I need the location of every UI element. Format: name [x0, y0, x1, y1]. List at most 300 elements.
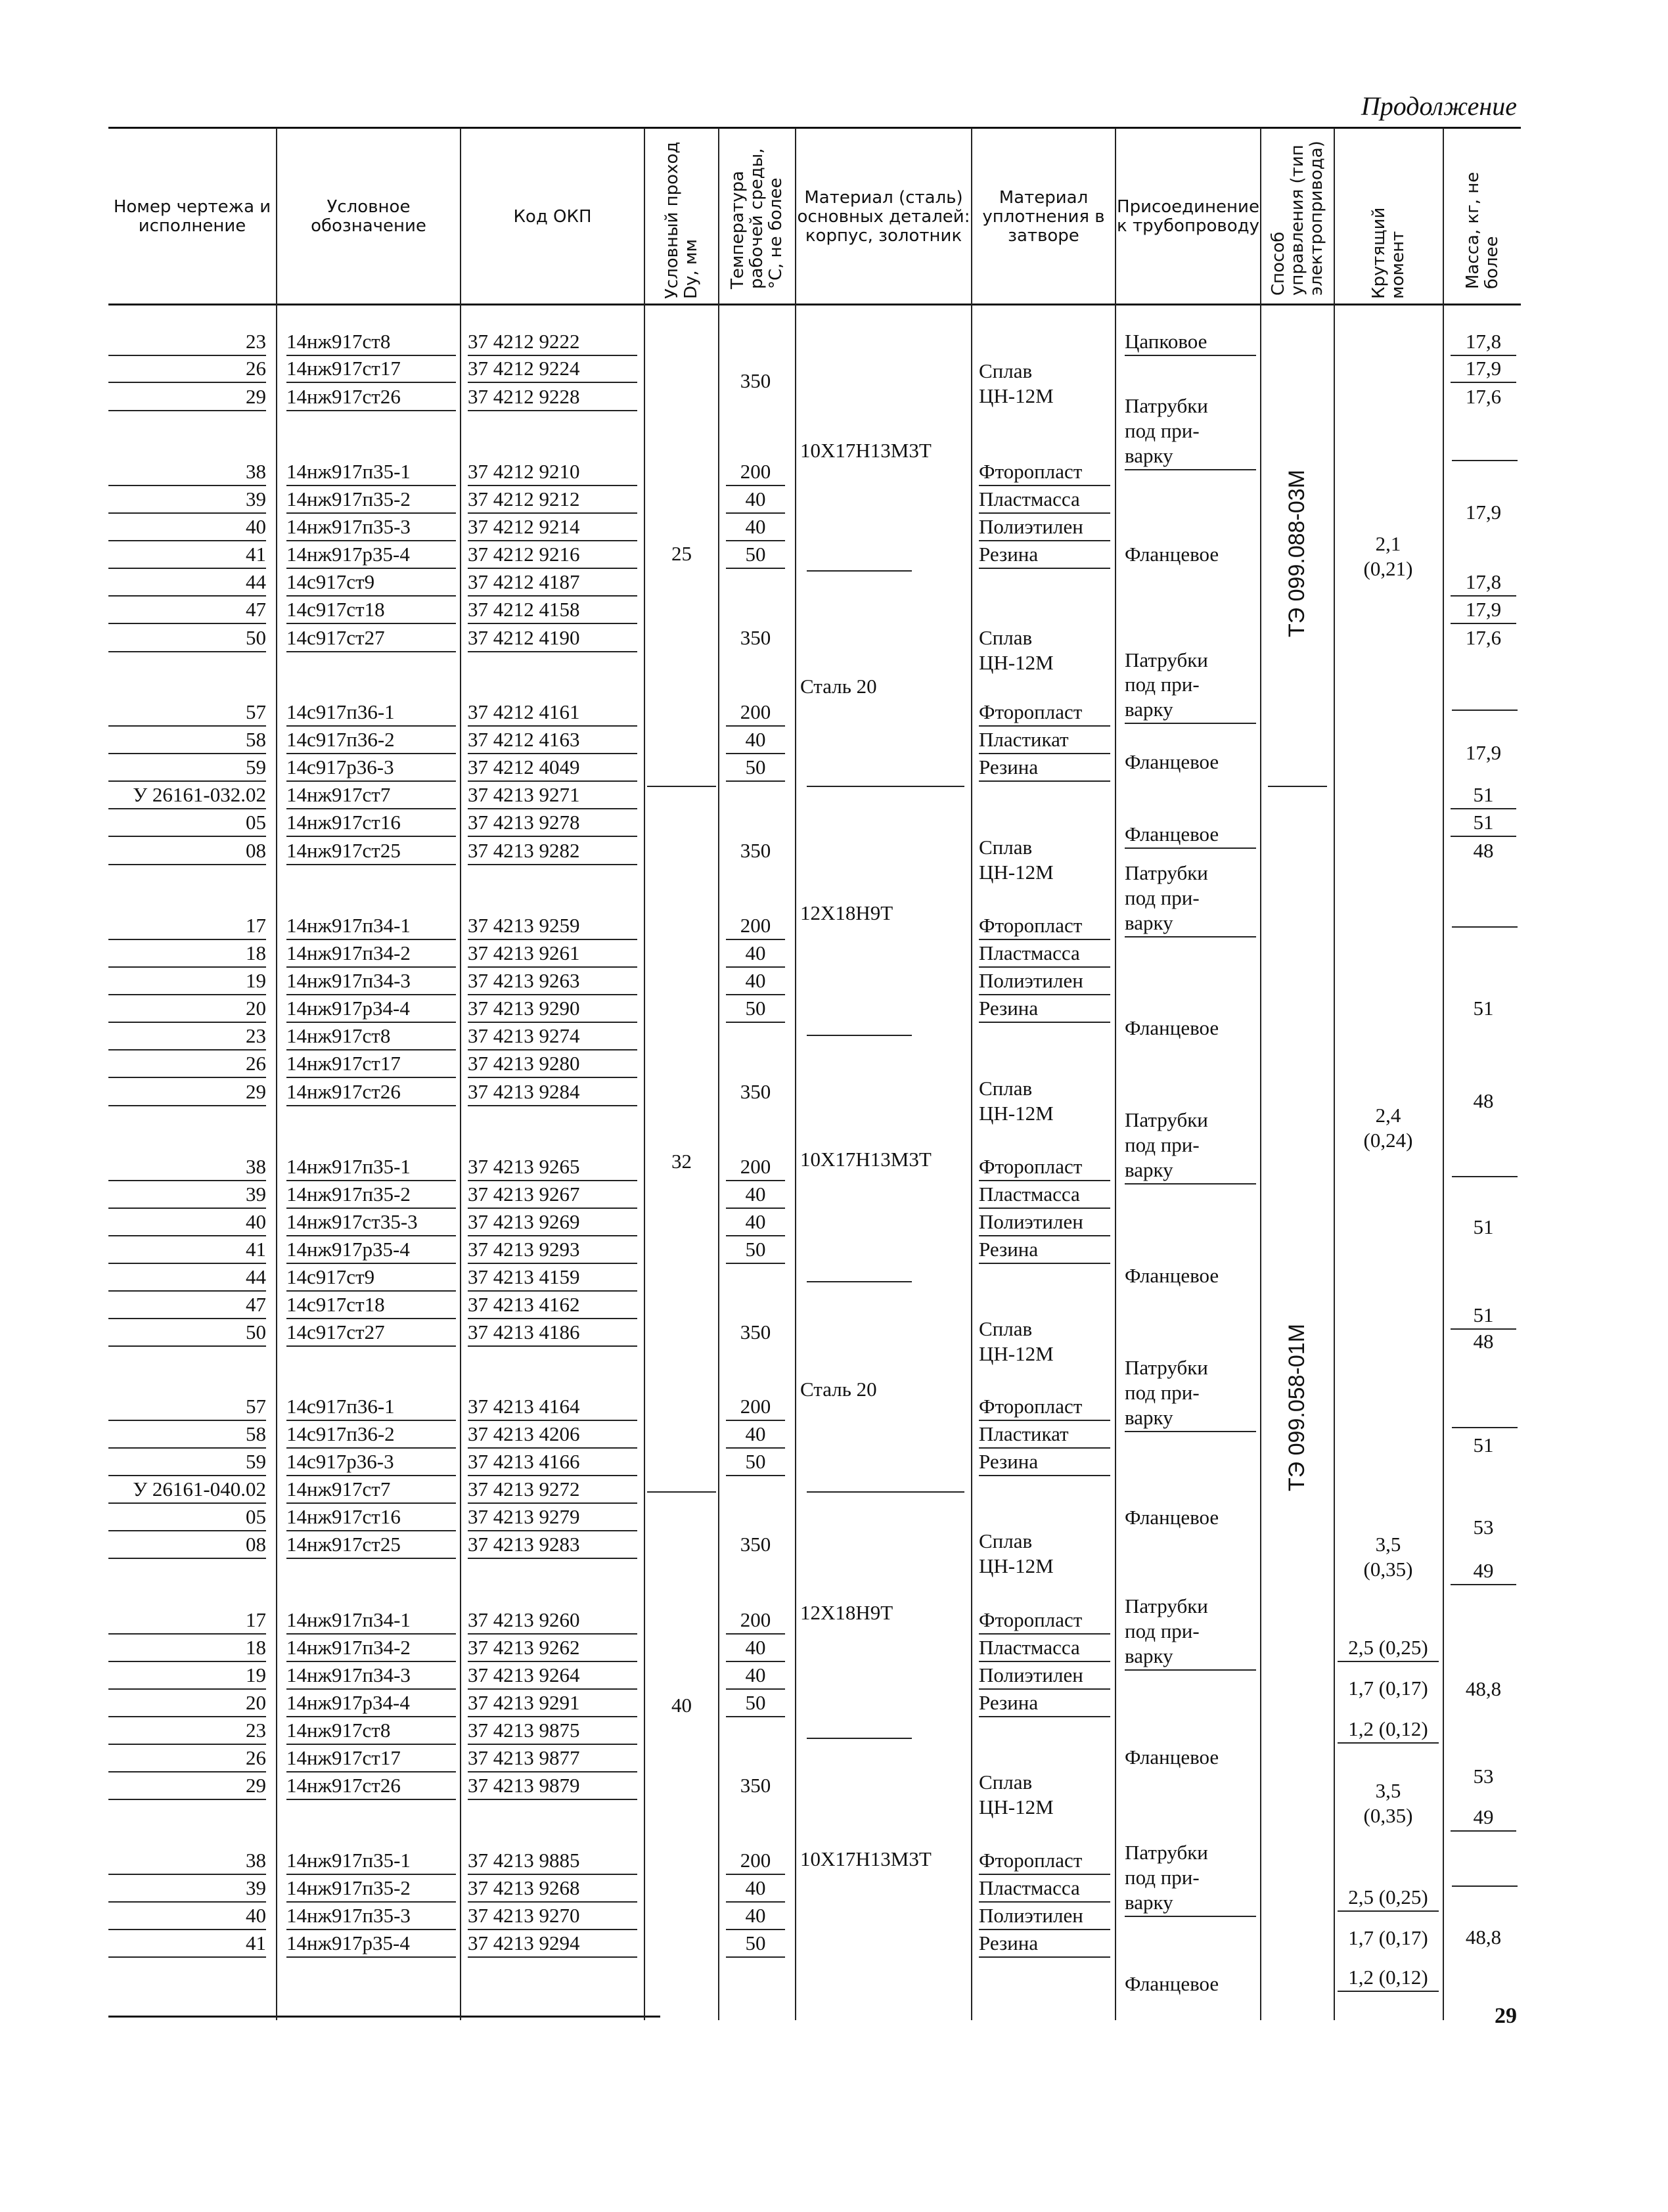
- okp-code: 37 4212 9222: [468, 328, 637, 356]
- header-dn: Условный проход Dy, мм: [662, 141, 701, 299]
- connection-type: варку: [1125, 1405, 1256, 1432]
- seal-material: Резина: [979, 1449, 1110, 1476]
- seal-material: Пластмасса: [979, 940, 1110, 968]
- connection-type: варку: [1125, 696, 1256, 724]
- mass-value: 17,9: [1465, 501, 1502, 524]
- mass-value: 53: [1473, 1516, 1494, 1539]
- temperature-value: 200: [726, 1393, 785, 1421]
- dn-value: 40: [671, 1694, 692, 1717]
- connection-type: Фланцевое: [1125, 543, 1219, 566]
- torque-value: 2,5 (0,25): [1338, 1635, 1439, 1662]
- drawing-number: 19: [108, 1662, 266, 1690]
- connection-type: Патрубки: [1125, 861, 1208, 884]
- seal-material: Пластикат: [979, 727, 1110, 754]
- okp-code: 37 4213 9265: [468, 1154, 637, 1181]
- okp-code: 37 4212 4190: [468, 625, 637, 652]
- temperature-value: 40: [726, 727, 785, 754]
- temperature-value: 40: [726, 514, 785, 541]
- torque-value: 1,2 (0,12): [1338, 1716, 1439, 1744]
- mass-value: 48: [1473, 839, 1494, 862]
- mass-value: 51: [1451, 1302, 1516, 1330]
- mass-value: 17,9: [1465, 741, 1502, 764]
- temperature-value: 50: [726, 754, 785, 782]
- seal-material: Сплав: [979, 1317, 1033, 1340]
- connection-type: Патрубки: [1125, 1841, 1208, 1864]
- header-seal: Материал уплотнения в затворе: [982, 187, 1105, 246]
- seal-material: ЦН-12М: [979, 1554, 1054, 1577]
- table-bottom-rule: [108, 2016, 660, 2018]
- temperature-value: 40: [726, 940, 785, 968]
- okp-code: 37 4213 9262: [468, 1635, 637, 1662]
- designation: 14нж917п35-3: [286, 514, 456, 541]
- designation: 14нж917п35-1: [286, 1154, 456, 1181]
- temperature-value: 40: [726, 1635, 785, 1662]
- header-torque: Крутящий момент: [1369, 207, 1408, 299]
- drawing-number: 23: [108, 1023, 266, 1050]
- drawing-number: 08: [108, 838, 266, 865]
- okp-code: 37 4213 4206: [468, 1421, 637, 1449]
- torque-value: 1,2 (0,12): [1338, 1964, 1439, 1992]
- header-temp: Температура рабочей среды, °C, не более: [728, 148, 786, 289]
- connection-type: Фланцевое: [1125, 1016, 1219, 1039]
- okp-code: 37 4213 9261: [468, 940, 637, 968]
- temperature-value: 350: [740, 1080, 771, 1103]
- okp-code: 37 4213 9260: [468, 1607, 637, 1635]
- designation: 14нж917р34-4: [286, 1690, 456, 1717]
- temperature-value: 40: [726, 1875, 785, 1903]
- okp-code: 37 4213 9264: [468, 1662, 637, 1690]
- temperature-value: 200: [726, 1154, 785, 1181]
- connection-type: варку: [1125, 1157, 1256, 1185]
- actuator-type: ТЭ 099.088-03М: [1284, 469, 1309, 637]
- drawing-number: 05: [108, 1504, 266, 1531]
- header-top-rule: [108, 127, 1521, 129]
- connection-type: варку: [1125, 910, 1256, 937]
- drawing-number: 20: [108, 1690, 266, 1717]
- temperature-value: 350: [740, 1774, 771, 1797]
- drawing-number: 20: [108, 995, 266, 1023]
- connection-type: варку: [1125, 1889, 1256, 1917]
- designation: 14нж917ст16: [286, 1504, 456, 1531]
- seal-material: Сплав: [979, 836, 1033, 859]
- connection-type: Фланцевое: [1125, 821, 1256, 849]
- seal-material: Фторопласт: [979, 913, 1110, 940]
- mass-value: 17,9: [1451, 355, 1516, 383]
- designation: 14нж917ст8: [286, 328, 456, 356]
- seal-material: Резина: [979, 1236, 1110, 1264]
- designation: 14нж917п34-3: [286, 1662, 456, 1690]
- drawing-number: 47: [108, 1292, 266, 1319]
- okp-code: 37 4213 9885: [468, 1847, 637, 1875]
- drawing-number: 29: [108, 384, 266, 411]
- connection-type: под при-: [1125, 1133, 1200, 1156]
- page-number: 29: [1495, 2004, 1517, 2028]
- okp-code: 37 4213 9271: [468, 782, 637, 809]
- okp-code: 37 4213 9270: [468, 1903, 637, 1930]
- okp-code: 37 4213 9274: [468, 1023, 637, 1050]
- designation: 14нж917ст16: [286, 809, 456, 837]
- designation: 14нж917ст17: [286, 355, 456, 383]
- seal-material: Резина: [979, 1930, 1110, 1958]
- designation: 14нж917ст26: [286, 1772, 456, 1800]
- seal-material: ЦН-12М: [979, 1102, 1054, 1125]
- continuation-label: Продолжение: [1361, 91, 1517, 121]
- torque-value: 1,7 (0,17): [1348, 1926, 1428, 1949]
- designation: 14нж917ст26: [286, 1079, 456, 1106]
- seal-material: Резина: [979, 1690, 1110, 1717]
- drawing-number: 44: [108, 1264, 266, 1292]
- temperature-value: 350: [740, 839, 771, 862]
- temperature-value: 40: [726, 1903, 785, 1930]
- temperature-value: 50: [726, 1449, 785, 1476]
- actuator-type: ТЭ 099.058-01М: [1284, 1323, 1309, 1491]
- drawing-number: 08: [108, 1531, 266, 1559]
- mass-value: 49: [1451, 1558, 1516, 1585]
- mass-value: 51: [1473, 1433, 1494, 1456]
- designation: 14нж917ст35-3: [286, 1209, 456, 1236]
- designation: 14с917п36-2: [286, 727, 456, 754]
- mass-value: 17,8: [1451, 328, 1516, 356]
- okp-code: 37 4212 9214: [468, 514, 637, 541]
- header-connection: Присоединение к трубопроводу: [1117, 197, 1259, 236]
- seal-material: ЦН-12М: [979, 1795, 1054, 1818]
- connection-type: Патрубки: [1125, 394, 1208, 417]
- drawing-number: 40: [108, 1209, 266, 1236]
- drawing-number: 29: [108, 1079, 266, 1106]
- temperature-value: 200: [726, 699, 785, 727]
- okp-code: 37 4213 9291: [468, 1690, 637, 1717]
- designation: 14нж917п34-3: [286, 968, 456, 995]
- drawing-number: 39: [108, 486, 266, 514]
- connection-type: Патрубки: [1125, 1356, 1208, 1379]
- designation: 14с917ст18: [286, 597, 456, 624]
- drawing-number: 57: [108, 699, 266, 727]
- material-text: 10Х17Н13М3Т: [800, 1148, 932, 1171]
- designation: 14с917п36-2: [286, 1421, 456, 1449]
- okp-code: 37 4212 4187: [468, 569, 637, 597]
- connection-type: Патрубки: [1125, 1594, 1208, 1617]
- seal-material: Сплав: [979, 1771, 1033, 1794]
- seal-material: Пластмасса: [979, 1875, 1110, 1903]
- designation: 14нж917ст17: [286, 1745, 456, 1772]
- mass-value: 48,8: [1465, 1677, 1502, 1700]
- torque-value: 2,1: [1375, 532, 1401, 555]
- designation: 14с917п36-1: [286, 1393, 456, 1421]
- drawing-number: 39: [108, 1875, 266, 1903]
- header-bottom-rule: [108, 304, 1521, 305]
- okp-code: 37 4213 9280: [468, 1050, 637, 1078]
- okp-code: 37 4213 9283: [468, 1531, 637, 1559]
- okp-code: 37 4213 9278: [468, 809, 637, 837]
- designation: 14с917ст27: [286, 1319, 456, 1347]
- designation: 14с917р36-3: [286, 754, 456, 782]
- okp-code: 37 4213 4166: [468, 1449, 637, 1476]
- connection-type: Фланцевое: [1125, 1746, 1219, 1769]
- drawing-number: 41: [108, 541, 266, 569]
- seal-material: Сплав: [979, 626, 1033, 649]
- connection-type: под при-: [1125, 419, 1200, 442]
- material-text: Сталь 20: [800, 675, 877, 698]
- okp-code: 37 4213 9279: [468, 1504, 637, 1531]
- mass-value: 49: [1451, 1804, 1516, 1832]
- designation: 14нж917п35-1: [286, 459, 456, 486]
- torque-value: 1,7 (0,17): [1348, 1677, 1428, 1700]
- temperature-value: 40: [726, 1209, 785, 1236]
- okp-code: 37 4212 9224: [468, 355, 637, 383]
- temperature-value: 50: [726, 1690, 785, 1717]
- okp-code: 37 4213 9875: [468, 1717, 637, 1745]
- connection-type: Патрубки: [1125, 1108, 1208, 1131]
- temperature-value: 350: [740, 626, 771, 649]
- material-text: 10Х17Н13М3Т: [800, 1847, 932, 1870]
- okp-code: 37 4212 4161: [468, 699, 637, 727]
- header-mass: Масса, кг, не более: [1462, 171, 1502, 289]
- seal-material: Резина: [979, 754, 1110, 782]
- designation: 14нж917ст8: [286, 1717, 456, 1745]
- seal-material: Сплав: [979, 359, 1033, 382]
- dn-value: 32: [671, 1150, 692, 1173]
- temperature-value: 200: [726, 913, 785, 940]
- drawing-number: 44: [108, 569, 266, 597]
- torque-value: (0,24): [1363, 1129, 1413, 1152]
- connection-type: под при-: [1125, 1619, 1200, 1642]
- seal-material: Полиэтилен: [979, 514, 1110, 541]
- okp-code: 37 4213 9284: [468, 1079, 637, 1106]
- okp-code: 37 4213 9290: [468, 995, 637, 1023]
- okp-code: 37 4213 9879: [468, 1772, 637, 1800]
- designation: 14нж917р34-4: [286, 995, 456, 1023]
- drawing-number: 40: [108, 1903, 266, 1930]
- seal-material: Сплав: [979, 1529, 1033, 1552]
- temperature-value: 350: [740, 1320, 771, 1343]
- seal-material: Полиэтилен: [979, 1209, 1110, 1236]
- temperature-value: 50: [726, 1236, 785, 1264]
- okp-code: 37 4213 4159: [468, 1264, 637, 1292]
- header-drawing: Номер чертежа и исполнение: [113, 197, 271, 236]
- header-control: Способ управления (тип электропривода): [1268, 141, 1326, 296]
- seal-material: Полиэтилен: [979, 1662, 1110, 1690]
- okp-code: 37 4213 9267: [468, 1181, 637, 1209]
- drawing-number: 57: [108, 1393, 266, 1421]
- torque-value: (0,35): [1363, 1804, 1413, 1827]
- seal-material: Полиэтилен: [979, 1903, 1110, 1930]
- okp-code: 37 4213 4186: [468, 1319, 637, 1347]
- designation: 14нж917п34-1: [286, 913, 456, 940]
- okp-code: 37 4212 4163: [468, 727, 637, 754]
- mass-value: 51: [1473, 997, 1494, 1020]
- header-material: Материал (сталь) основных деталей: корпус, золотник: [797, 187, 970, 246]
- designation: 14с917ст27: [286, 625, 456, 652]
- designation: 14нж917п35-1: [286, 1847, 456, 1875]
- okp-code: 37 4213 9294: [468, 1930, 637, 1958]
- connection-type: под при-: [1125, 1866, 1200, 1889]
- drawing-number: 38: [108, 1154, 266, 1181]
- temperature-value: 350: [740, 1533, 771, 1556]
- seal-material: Пластмасса: [979, 1181, 1110, 1209]
- temperature-value: 200: [726, 1847, 785, 1875]
- okp-code: 37 4213 4162: [468, 1292, 637, 1319]
- designation: 14нж917п34-2: [286, 1635, 456, 1662]
- mass-value: 17,6: [1465, 626, 1502, 649]
- drawing-number: 17: [108, 913, 266, 940]
- material-text: 12Х18Н9Т: [800, 901, 893, 924]
- drawing-number: У 26161-040.02: [108, 1476, 266, 1504]
- drawing-number: 23: [108, 328, 266, 356]
- seal-material: Пластикат: [979, 1421, 1110, 1449]
- okp-code: 37 4212 4158: [468, 597, 637, 624]
- drawing-number: 38: [108, 1847, 266, 1875]
- designation: 14нж917п34-2: [286, 940, 456, 968]
- seal-material: Фторопласт: [979, 459, 1110, 486]
- mass-value: 17,8: [1451, 569, 1516, 597]
- designation: 14нж917ст26: [286, 384, 456, 411]
- okp-code: 37 4213 4164: [468, 1393, 637, 1421]
- seal-material: Фторопласт: [979, 1847, 1110, 1875]
- drawing-number: У 26161-032.02: [108, 782, 266, 809]
- torque-value: (0,21): [1363, 557, 1413, 580]
- drawing-number: 19: [108, 968, 266, 995]
- material-text: Сталь 20: [800, 1378, 877, 1401]
- designation: 14нж917р35-4: [286, 1930, 456, 1958]
- seal-material: ЦН-12М: [979, 1342, 1054, 1365]
- drawing-number: 29: [108, 1772, 266, 1800]
- drawing-number: 26: [108, 1745, 266, 1772]
- designation: 14нж917ст17: [286, 1050, 456, 1078]
- drawing-number: 18: [108, 1635, 266, 1662]
- seal-material: ЦН-12М: [979, 651, 1054, 674]
- temperature-value: 40: [726, 486, 785, 514]
- okp-code: 37 4212 4049: [468, 754, 637, 782]
- seal-material: Пластмасса: [979, 1635, 1110, 1662]
- connection-type: Фланцевое: [1125, 1264, 1219, 1287]
- designation: 14нж917п35-3: [286, 1903, 456, 1930]
- designation: 14с917ст18: [286, 1292, 456, 1319]
- connection-type: под при-: [1125, 886, 1200, 909]
- mass-value: 17,6: [1465, 385, 1502, 408]
- temperature-value: 40: [726, 1662, 785, 1690]
- drawing-number: 23: [108, 1717, 266, 1745]
- connection-type: под при-: [1125, 1381, 1200, 1404]
- designation: 14нж917п35-2: [286, 1875, 456, 1903]
- drawing-number: 41: [108, 1930, 266, 1958]
- okp-code: 37 4213 9877: [468, 1745, 637, 1772]
- okp-code: 37 4213 9263: [468, 968, 637, 995]
- designation: 14с917ст9: [286, 1264, 456, 1292]
- temperature-value: 350: [740, 369, 771, 392]
- mass-value: 48: [1473, 1089, 1494, 1112]
- designation: 14нж917ст8: [286, 1023, 456, 1050]
- seal-material: Резина: [979, 995, 1110, 1023]
- okp-code: 37 4212 9212: [468, 486, 637, 514]
- temperature-value: 40: [726, 1421, 785, 1449]
- designation: 14нж917ст25: [286, 838, 456, 865]
- seal-material: Фторопласт: [979, 1393, 1110, 1421]
- drawing-number: 59: [108, 1449, 266, 1476]
- drawing-number: 26: [108, 1050, 266, 1078]
- drawing-number: 47: [108, 597, 266, 624]
- designation: 14нж917п35-2: [286, 1181, 456, 1209]
- drawing-number: 05: [108, 809, 266, 837]
- designation: 14нж917п34-1: [286, 1607, 456, 1635]
- mass-value: 51: [1451, 782, 1516, 809]
- temperature-value: 40: [726, 1181, 785, 1209]
- temperature-value: 200: [726, 459, 785, 486]
- connection-type: под при-: [1125, 673, 1200, 696]
- torque-value: 2,5 (0,25): [1338, 1884, 1439, 1912]
- torque-value: 2,4: [1375, 1104, 1401, 1127]
- drawing-number: 50: [108, 1319, 266, 1347]
- okp-code: 37 4213 9272: [468, 1476, 637, 1504]
- seal-material: ЦН-12М: [979, 384, 1054, 407]
- connection-type: Фланцевое: [1125, 1506, 1219, 1529]
- header-designation: Условное обозначение: [311, 197, 426, 236]
- designation: 14нж917р35-4: [286, 541, 456, 569]
- seal-material: Пластмасса: [979, 486, 1110, 514]
- torque-value: 3,5: [1375, 1533, 1401, 1556]
- okp-code: 37 4212 9228: [468, 384, 637, 411]
- seal-material: Фторопласт: [979, 1154, 1110, 1181]
- seal-material: Фторопласт: [979, 699, 1110, 727]
- material-text: 12Х18Н9Т: [800, 1601, 893, 1624]
- dn-value: 25: [671, 542, 692, 565]
- okp-code: 37 4213 9268: [468, 1875, 637, 1903]
- designation: 14с917ст9: [286, 569, 456, 597]
- drawing-number: 17: [108, 1607, 266, 1635]
- drawing-number: 40: [108, 514, 266, 541]
- designation: 14с917р36-3: [286, 1449, 456, 1476]
- okp-code: 37 4213 9269: [468, 1209, 637, 1236]
- connection-type: Фланцевое: [1125, 1972, 1219, 1995]
- drawing-number: 58: [108, 1421, 266, 1449]
- okp-code: 37 4213 9282: [468, 838, 637, 865]
- drawing-number: 38: [108, 459, 266, 486]
- okp-code: 37 4212 9210: [468, 459, 637, 486]
- mass-value: 17,9: [1451, 597, 1516, 624]
- drawing-number: 59: [108, 754, 266, 782]
- connection-type: Цапковое: [1125, 328, 1256, 356]
- okp-code: 37 4213 9259: [468, 913, 637, 940]
- seal-material: Фторопласт: [979, 1607, 1110, 1635]
- drawing-number: 18: [108, 940, 266, 968]
- material-text: 10Х17Н13М3Т: [800, 439, 932, 462]
- seal-material: Полиэтилен: [979, 968, 1110, 995]
- designation: 14нж917р35-4: [286, 1236, 456, 1264]
- drawing-number: 50: [108, 625, 266, 652]
- drawing-number: 58: [108, 727, 266, 754]
- okp-code: 37 4213 9293: [468, 1236, 637, 1264]
- drawing-number: 41: [108, 1236, 266, 1264]
- mass-value: 48: [1473, 1330, 1494, 1353]
- torque-value: 3,5: [1375, 1779, 1401, 1802]
- designation: 14нж917ст7: [286, 1476, 456, 1504]
- temperature-value: 50: [726, 995, 785, 1023]
- drawing-number: 39: [108, 1181, 266, 1209]
- seal-material: Сплав: [979, 1077, 1033, 1100]
- connection-type: варку: [1125, 1643, 1256, 1671]
- mass-value: 51: [1473, 1215, 1494, 1238]
- connection-type: Фланцевое: [1125, 750, 1219, 773]
- header-okp: Код ОКП: [513, 206, 592, 227]
- temperature-value: 50: [726, 541, 785, 569]
- torque-value: (0,35): [1363, 1558, 1413, 1581]
- designation: 14нж917п35-2: [286, 486, 456, 514]
- temperature-value: 40: [726, 968, 785, 995]
- designation: 14нж917ст25: [286, 1531, 456, 1559]
- connection-type: Патрубки: [1125, 648, 1208, 671]
- mass-value: 48,8: [1465, 1926, 1502, 1949]
- temperature-value: 200: [726, 1607, 785, 1635]
- okp-code: 37 4212 9216: [468, 541, 637, 569]
